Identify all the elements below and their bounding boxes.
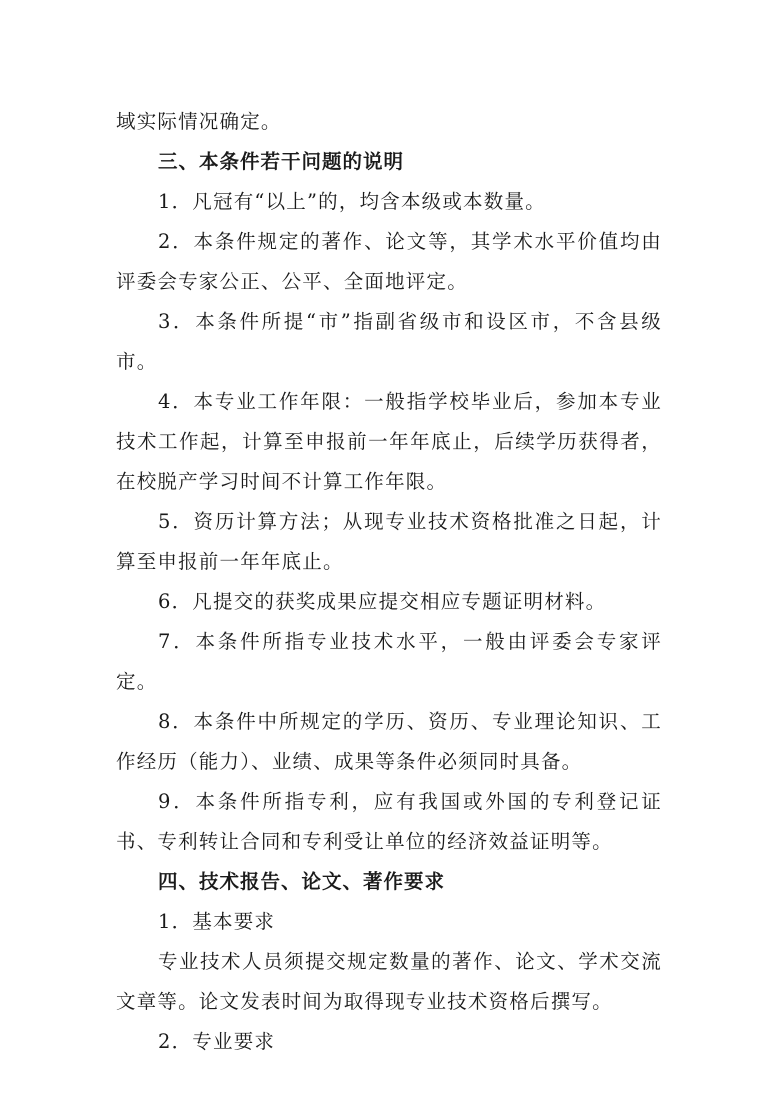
paragraph-basic-requirements: 专业技术人员须提交规定数量的著作、论文、学术交流文章等。论文发表时间为取得现专业技术资格后撰写。: [116, 950, 662, 1013]
paragraph-item-9: 9．本条件所指专利，应有我国或外国的专利登记证书、专利转让合同和专利受让单位的经济效益证明等。: [116, 790, 662, 853]
paragraph-continuation: 域实际情况确定。: [116, 110, 282, 133]
paragraph-item-5: 5．资历计算方法；从现专业技术资格批准之日起，计算至申报前一年年底止。: [116, 510, 662, 573]
paragraph-item-8: 8．本条件中所规定的学历、资历、专业理论知识、工作经历（能力）、业绩、成果等条件必须同时具备。: [116, 710, 662, 773]
paragraph-item-3: 3．本条件所提“市”指副省级市和设区市，不含县级市。: [116, 310, 662, 373]
subheading-professional-requirements: 2．专业要求: [158, 1030, 276, 1053]
paragraph-item-6: 6．凡提交的获奖成果应提交相应专题证明材料。: [158, 590, 607, 613]
paragraph-item-7: 7．本条件所指专业技术水平，一般由评委会专家评定。: [116, 630, 662, 693]
document-page: [116, 102, 662, 1062]
section-heading-3: 三、本条件若干问题的说明: [158, 150, 405, 173]
paragraph-item-4: 4．本专业工作年限：一般指学校毕业后，参加本专业技术工作起，计算至申报前一年年底止，后续学历获得者，在校脱产学习时间不计算工作年限。: [116, 390, 662, 493]
subheading-basic-requirements: 1．基本要求: [158, 910, 276, 933]
paragraph-item-2: 2．本条件规定的著作、论文等，其学术水平价值均由评委会专家公正、公平、全面地评定。: [116, 230, 662, 293]
section-heading-4: 四、技术报告、论文、著作要求: [158, 870, 446, 893]
paragraph-item-1: 1．凡冠有“以上”的，均含本级或本数量。: [158, 190, 546, 213]
